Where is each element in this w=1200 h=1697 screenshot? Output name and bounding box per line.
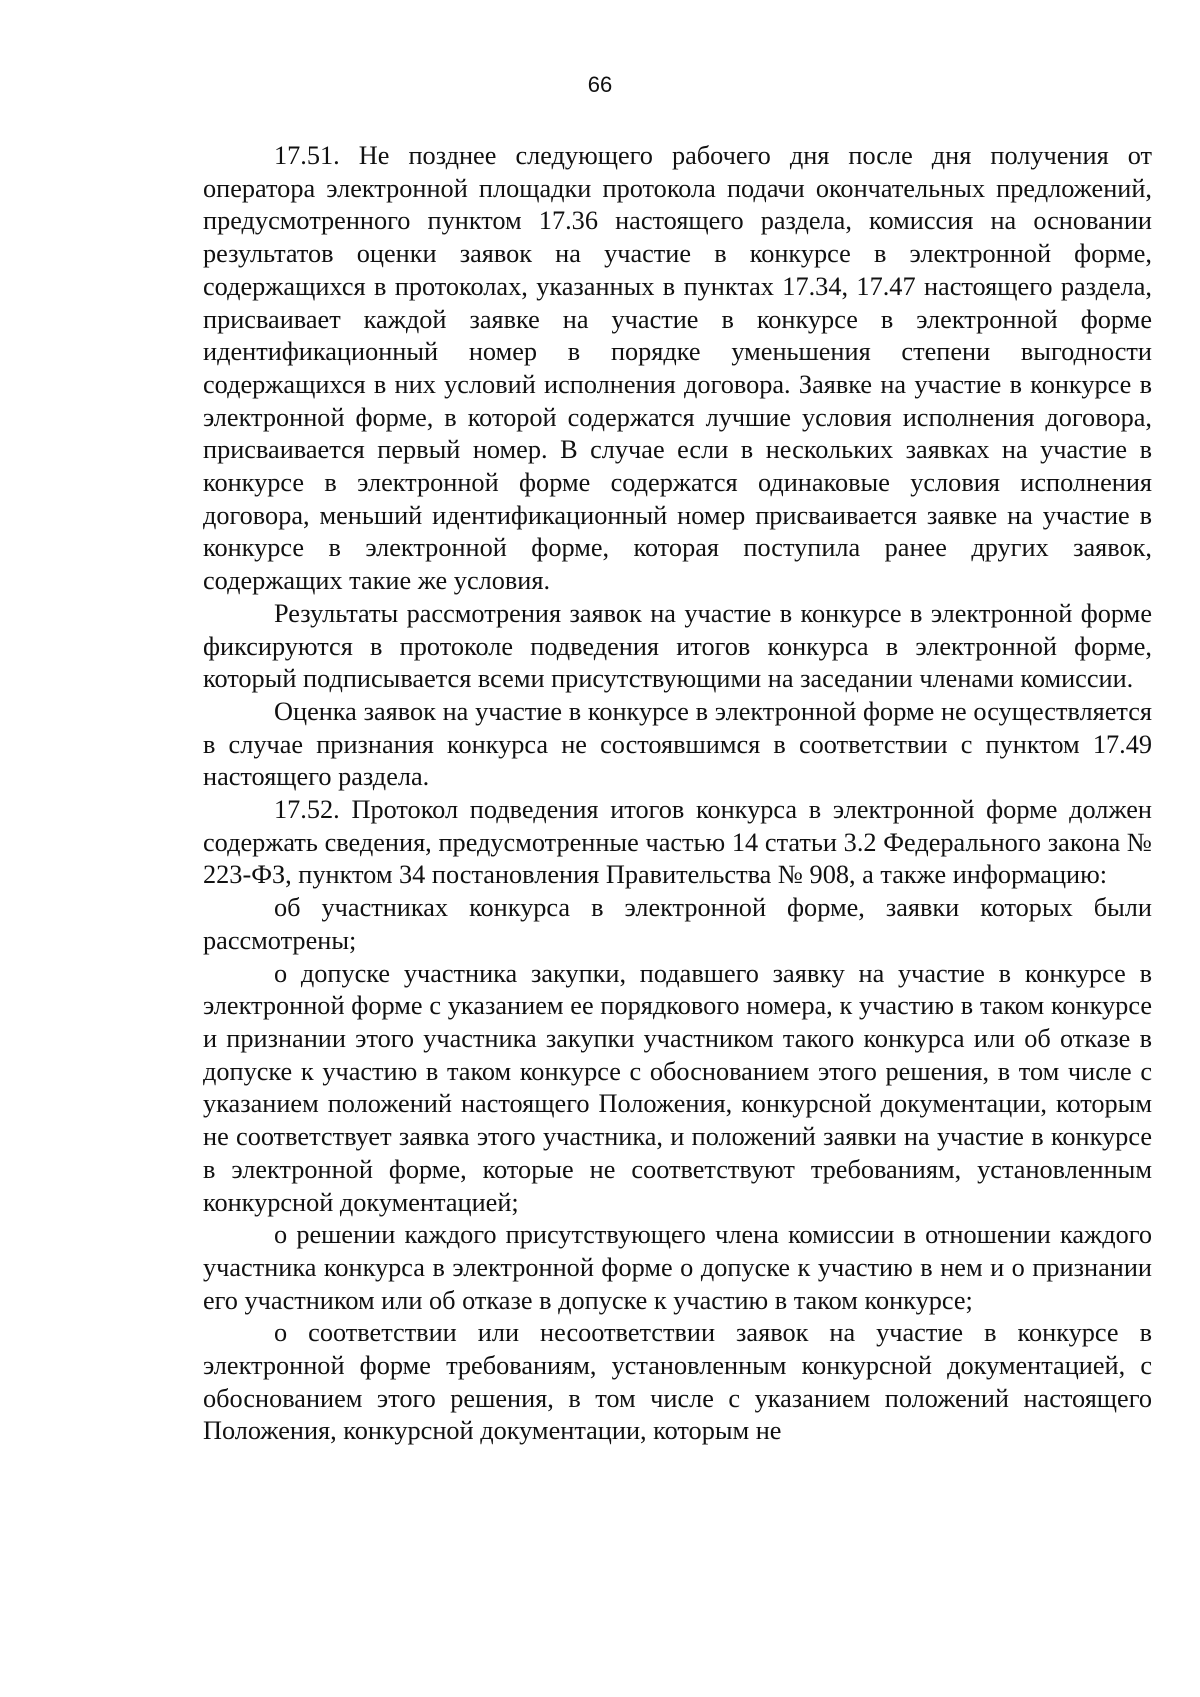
page-number: 66	[587, 72, 613, 97]
document-body	[203, 140, 1152, 1448]
paragraph-list-item-member-decisions: о решении каждого присутствующего члена комиссии в отношении каждого участника конкурса в электронной форме о допуске к участию в нем и о признании его участником или об отказе в допуске к участию в таком конкурсе;	[203, 1220, 1152, 1315]
paragraph-17-51: 17.51. Не позднее следующего рабочего дня после дня получения от оператора электронной площадки протокола подачи окончательных предложений, предусмотренного пунктом 17.36 настоящего раздела, комиссия на основании результатов оценки заявок на участие в конкурсе в электронной форме, содержащихся в протоколах, указанных в пунктах 17.34, 17.47 настоящего раздела, присваивает каждой заявке на участие в конкурсе в электронной форме идентификационный номер в порядке уменьшения степени выгодности содержащихся в них условий исполнения договора. Заявке на участие в конкурсе в электронной форме, в которой содержатся лучшие условия исполнения договора, присваивается первый номер. В случае если в нескольких заявках на участие в конкурсе в электронной форме содержатся одинаковые условия исполнения договора, меньший идентификационный номер присваивается заявке на участие в конкурсе в электронной форме, которая поступила ранее других заявок, содержащих такие же условия.	[203, 141, 1152, 596]
paragraph-evaluation-exception: Оценка заявок на участие в конкурсе в электронной форме не осуществляется в случае признания конкурса не состоявшимся в соответствии с пунктом 17.49 настоящего раздела.	[203, 696, 1152, 792]
paragraph-list-item-compliance: о соответствии или несоответствии заявок на участие в конкурсе в электронной форме требованиям, установленным конкурсной документацией, с обоснованием этого решения, в том числе с указанием положений настоящего Положения, конкурсной документации, которым не	[203, 1318, 1152, 1446]
paragraph-17-52: 17.52. Протокол подведения итогов конкурса в электронной форме должен содержать сведения, предусмотренные частью 14 статьи 3.2 Федерального закона № 223-ФЗ, пунктом 34 постановления Правительства № 908, а также информацию:	[203, 795, 1152, 890]
paragraph-review-results: Результаты рассмотрения заявок на участие в конкурсе в электронной форме фиксируются в протоколе подведения итогов конкурса в электронной форме, который подписывается всеми присутствующими на заседании членами комиссии.	[203, 598, 1152, 694]
paragraph-list-item-admission: о допуске участника закупки, подавшего заявку на участие в конкурсе в электронной форме с указанием ее порядкового номера, к участию в таком конкурсе и признании этого участника закупки участником такого конкурса или об отказе в допуске к участию в таком конкурсе с обоснованием этого решения, в том числе с указанием положений настоящего Положения, конкурсной документации, которым не соответствует заявка этого участника, и положений заявки на участие в конкурсе в электронной форме, которые не соответствуют требованиям, установленным конкурсной документацией;	[203, 958, 1152, 1217]
paragraph-list-item-participants: об участниках конкурса в электронной форме, заявки которых были рассмотрены;	[203, 893, 1152, 955]
